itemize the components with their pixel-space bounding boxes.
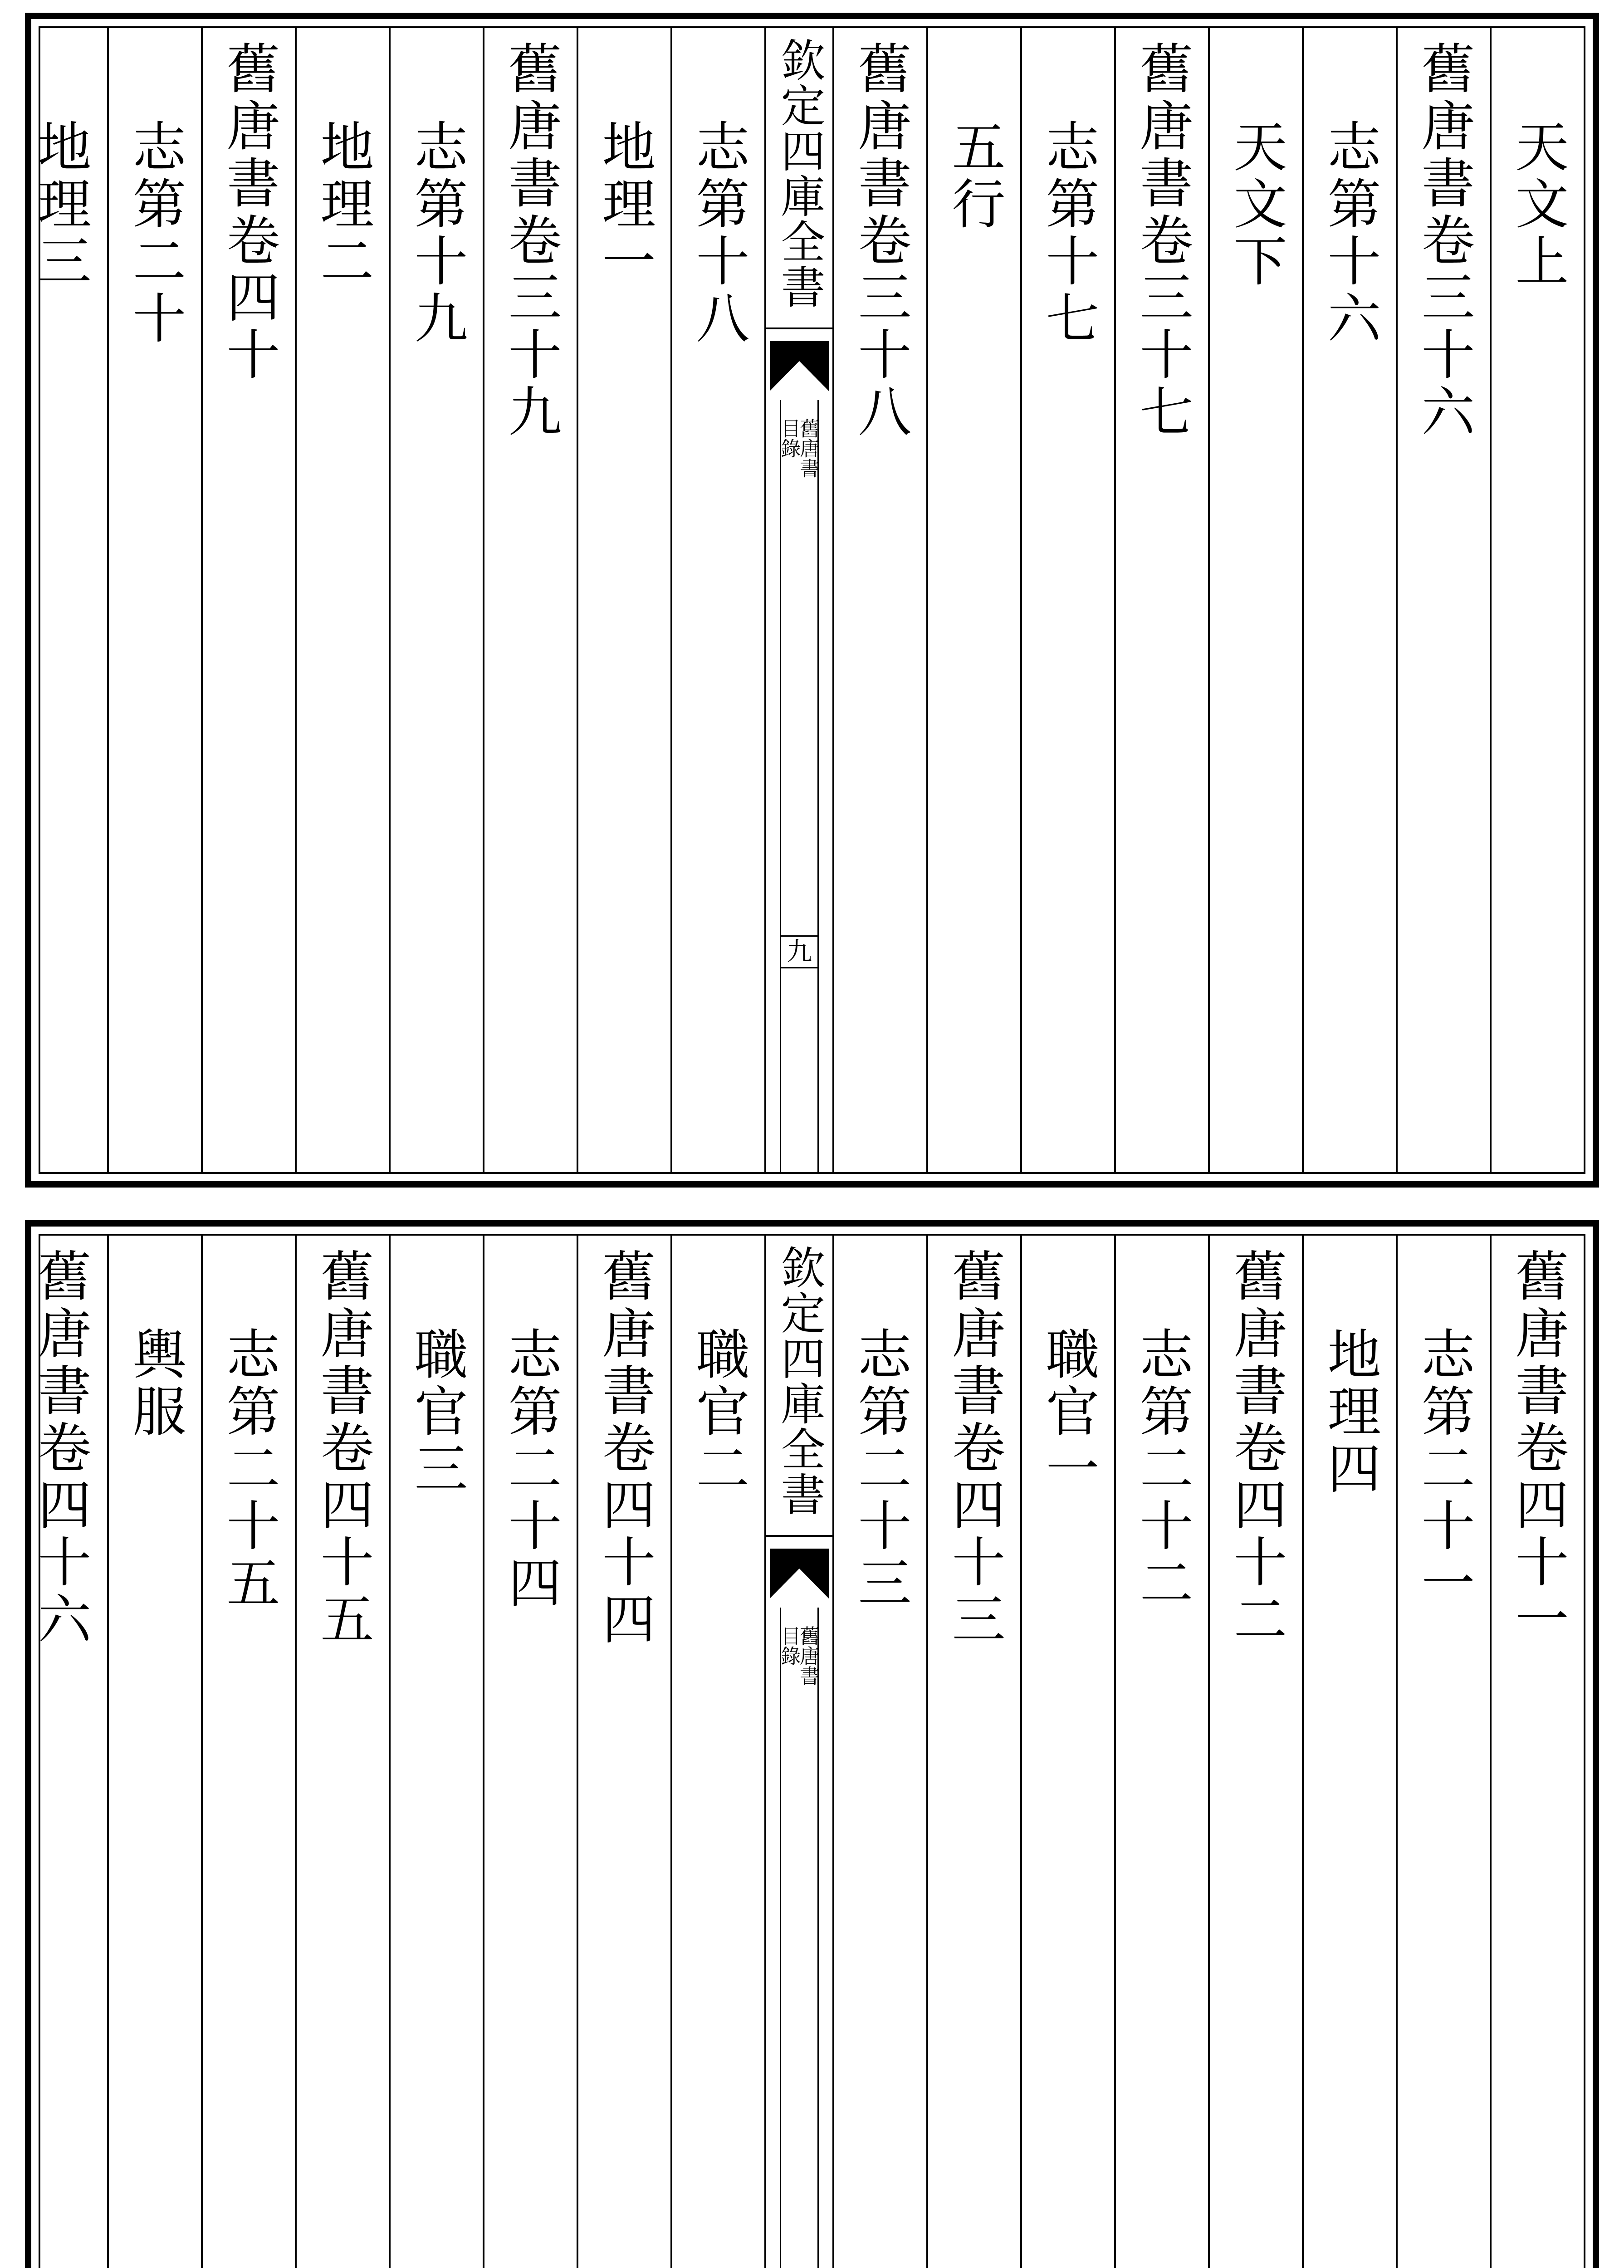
- text-column: [1490, 28, 1584, 1172]
- column-text: 舊唐書卷四十五: [311, 1248, 374, 1648]
- text-column: [483, 1236, 577, 2268]
- text-column: [483, 28, 577, 1172]
- column-text: 志第二十四: [499, 1326, 562, 1612]
- fold-inner-frame: [777, 400, 819, 1172]
- text-column: [201, 28, 295, 1172]
- column-text: 職官二: [687, 1326, 750, 1498]
- column-text: 舊唐書卷三十七: [1130, 41, 1194, 441]
- text-column: [389, 1236, 483, 2268]
- column-text: 職官三: [405, 1326, 468, 1498]
- text-column: [13, 28, 107, 1172]
- text-column: [389, 28, 483, 1172]
- column-text: 志第十九: [405, 119, 468, 347]
- column-text: 舊唐書卷四十四: [593, 1248, 656, 1648]
- column-text: 天文下: [1224, 119, 1287, 290]
- column-text: 五行: [943, 119, 1006, 233]
- text-column: [926, 1236, 1020, 2268]
- column-text: 志第十六: [1318, 119, 1381, 347]
- text-column: [1396, 1236, 1490, 2268]
- text-column: [832, 1236, 926, 2268]
- column-text: 志第二十五: [217, 1326, 280, 1612]
- text-column: [1114, 1236, 1208, 2268]
- center-fold: [764, 28, 832, 1172]
- text-column: [1302, 28, 1396, 1172]
- column-text: 舊唐書卷四十三: [943, 1248, 1006, 1648]
- column-text: 志第二十: [123, 119, 186, 347]
- text-column: [1396, 28, 1490, 1172]
- column-text: 舊唐書卷四十: [217, 41, 280, 384]
- text-column: [295, 28, 389, 1172]
- fold-page-number: 九: [781, 935, 817, 968]
- text-column: [295, 1236, 389, 2268]
- fold-title: 欽定四庫全書: [766, 1245, 832, 1537]
- column-text: 地理一: [593, 119, 656, 290]
- fold-section: 目錄: [777, 418, 801, 458]
- fishtail-ornament-icon: [770, 1549, 829, 1598]
- text-column: [1302, 1236, 1396, 2268]
- fold-section: 目錄: [777, 1626, 801, 1666]
- text-column: [670, 1236, 764, 2268]
- text-column: [1114, 28, 1208, 1172]
- column-text: 舊唐書卷四十二: [1224, 1248, 1287, 1648]
- column-text: 志第二十三: [849, 1326, 912, 1612]
- bottom-panel-grid: [29, 1234, 1585, 2268]
- fold-book-title: 舊唐書: [796, 1626, 819, 1686]
- fold-inner-frame: [777, 1608, 819, 2268]
- column-text: 輿服: [123, 1326, 186, 1441]
- top-panel: [25, 13, 1599, 1188]
- fold-title: 欽定四庫全書: [766, 37, 832, 329]
- text-column: [107, 28, 201, 1172]
- bottom-panel: [25, 1220, 1599, 2268]
- column-text: 志第二十二: [1130, 1326, 1194, 1612]
- text-column: [832, 28, 926, 1172]
- text-column: [577, 1236, 670, 2268]
- text-column: [13, 1236, 107, 2268]
- column-text: 地理三: [29, 119, 92, 290]
- text-column: [201, 1236, 295, 2268]
- center-fold: [764, 1236, 832, 2268]
- text-column: [926, 28, 1020, 1172]
- text-column: [107, 1236, 201, 2268]
- text-column: [1208, 1236, 1302, 2268]
- column-text: 舊唐書卷三十九: [499, 41, 562, 441]
- column-text: 職官一: [1037, 1326, 1100, 1498]
- column-text: 舊唐書卷三十六: [1412, 41, 1475, 441]
- text-column: [1208, 28, 1302, 1172]
- text-column: [1020, 1236, 1114, 2268]
- text-column: [577, 28, 670, 1172]
- column-text: 舊唐書卷三十八: [849, 41, 912, 441]
- fold-book-title: 舊唐書: [796, 418, 819, 478]
- column-text: 舊唐書卷四十一: [1506, 1248, 1569, 1648]
- top-panel-grid: [29, 26, 1585, 1174]
- column-text: 地理二: [311, 119, 374, 290]
- column-text: 志第十八: [687, 119, 750, 347]
- column-text: 地理四: [1318, 1326, 1381, 1498]
- column-text: 舊唐書卷四十六: [29, 1248, 92, 1648]
- fishtail-ornament-icon: [770, 341, 829, 391]
- text-column: [1490, 1236, 1584, 2268]
- column-text: 志第二十一: [1412, 1326, 1475, 1612]
- column-text: 志第十七: [1037, 119, 1100, 347]
- column-text: 天文上: [1506, 119, 1569, 290]
- text-column: [670, 28, 764, 1172]
- text-column: [1020, 28, 1114, 1172]
